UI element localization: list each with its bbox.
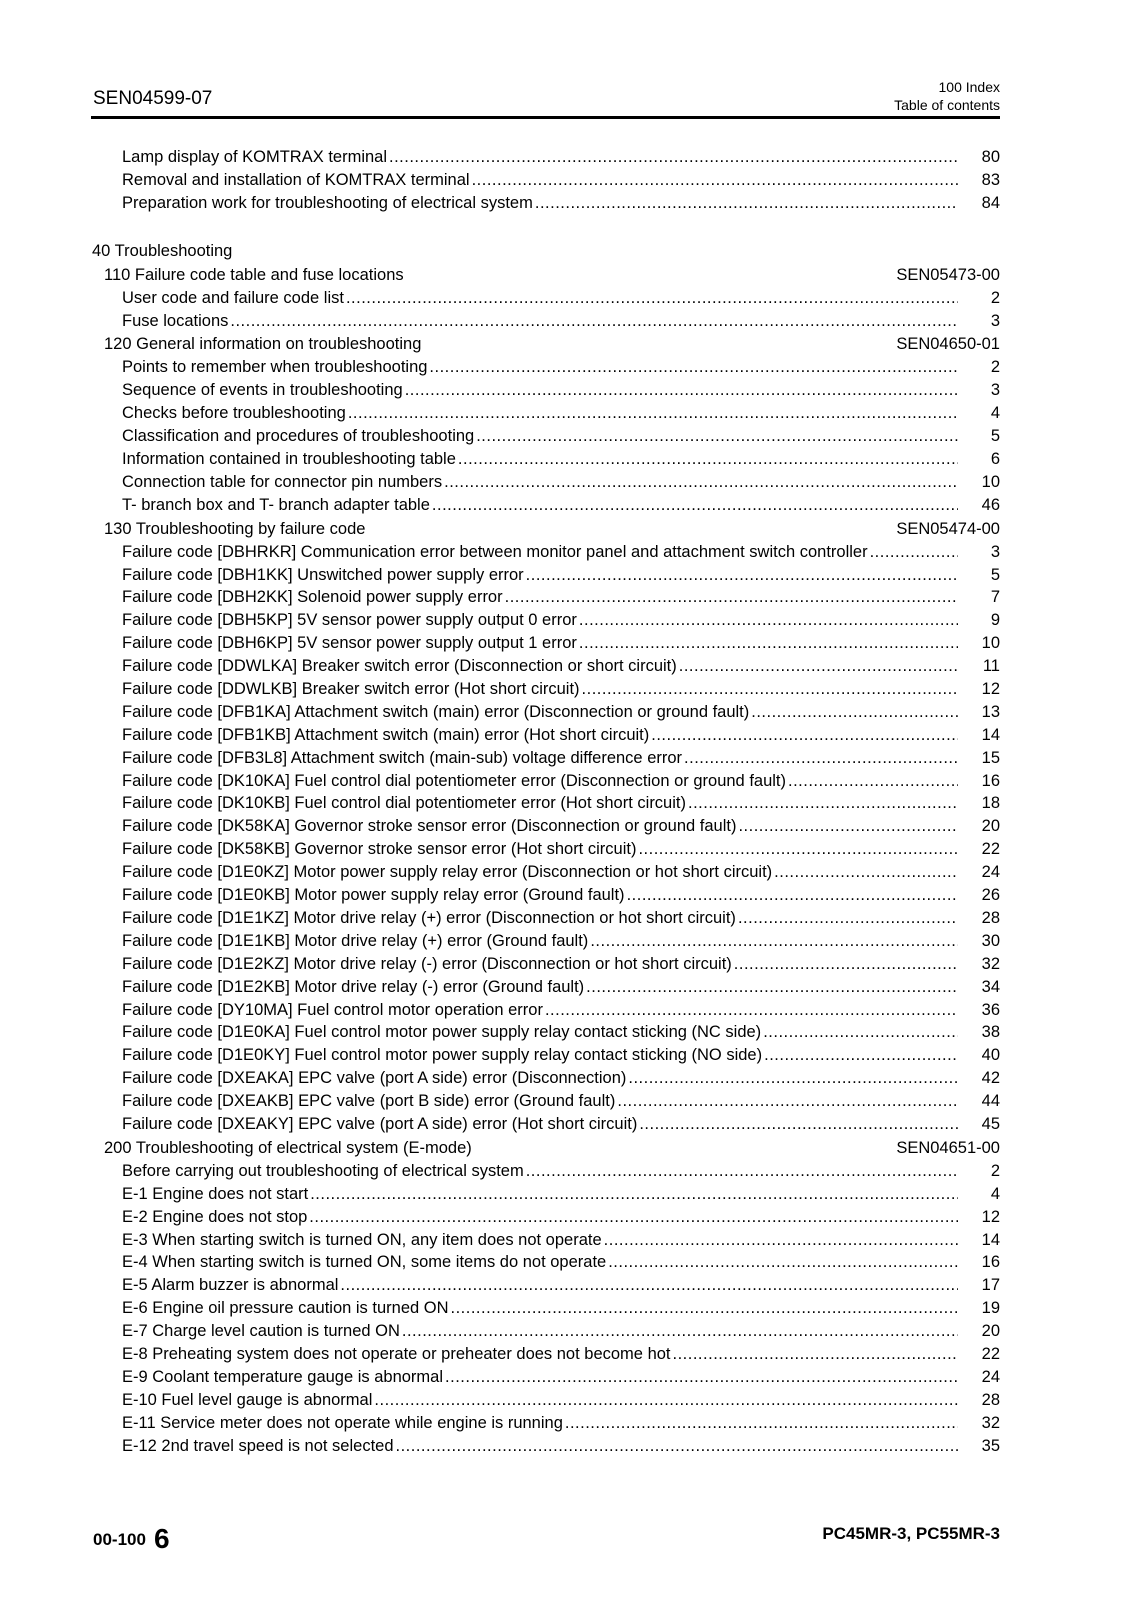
toc-entry-title: Failure code [DFB3L8] Attachment switch (main-sub) voltage difference error	[122, 748, 683, 767]
toc-entry-title: E-10 Fuel level gauge is abnormal	[122, 1390, 373, 1409]
toc-entry-title: Failure code [DXEAKA] EPC valve (port A side) error (Disconnection)	[122, 1069, 627, 1088]
toc-entry-page: 84	[981, 193, 1000, 212]
toc-entry-title: Failure code [DBH5KP] 5V sensor power supply output 0 error	[122, 611, 577, 630]
toc-entry	[92, 448, 1000, 471]
toc-entry-page: 22	[981, 840, 1000, 859]
toc-leader-dots	[230, 310, 958, 333]
toc-entry-page: 3	[990, 381, 1000, 400]
toc-entry-title: Checks before troubleshooting	[122, 404, 346, 423]
toc-entry-page: 2	[990, 288, 1000, 307]
toc-entry	[92, 1320, 1000, 1343]
toc-leader-dots	[734, 953, 958, 976]
toc-entry-page: 38	[981, 1023, 1000, 1042]
toc-entry	[92, 494, 1000, 517]
toc-entry-page: 44	[981, 1092, 1000, 1111]
toc-entry	[92, 999, 1000, 1022]
toc-entry	[92, 678, 1000, 701]
section-doc-code: SEN05474-00	[896, 519, 1000, 538]
toc-entry-page: 26	[981, 886, 1000, 905]
toc-entry-title: Failure code [D1E0KB] Motor power supply relay error (Ground fault)	[122, 886, 625, 905]
toc-leader-dots	[673, 1343, 958, 1366]
toc-entry-title: Sequence of events in troubleshooting	[122, 381, 403, 400]
toc-entry-page: 14	[981, 725, 1000, 744]
toc-entry	[92, 701, 1000, 724]
toc-entry	[92, 1021, 1000, 1044]
toc-leader-dots	[309, 1206, 958, 1229]
toc-entry-title: Failure code [DK10KB] Fuel control dial potentiometer error (Hot short circuit)	[122, 794, 686, 813]
toc-entry-title: Failure code [DBH6KP] 5V sensor power supply output 1 error	[122, 634, 577, 653]
toc-leader-dots	[445, 1366, 958, 1389]
toc-entry-page: 4	[990, 1184, 1000, 1203]
toc-entry-title: E-6 Engine oil pressure caution is turned ON	[122, 1299, 449, 1318]
table-of-contents	[92, 146, 1000, 1457]
toc-leader-dots	[535, 192, 958, 215]
toc-entry	[92, 379, 1000, 402]
toc-entry-title: Failure code [D1E0KA] Fuel control motor power supply relay contact sticking (NC side)	[122, 1023, 762, 1042]
toc-leader-dots	[679, 655, 958, 678]
toc-leader-dots	[651, 724, 958, 747]
toc-entry-page: 10	[981, 472, 1000, 491]
toc-entry	[92, 1229, 1000, 1252]
toc-entry-page: 9	[990, 611, 1000, 630]
toc-entry-page: 5	[990, 427, 1000, 446]
toc-entry	[92, 402, 1000, 425]
toc-entry-page: 6	[990, 450, 1000, 469]
toc-entry-title: Failure code [D1E0KZ] Motor power supply relay error (Disconnection or hot short circuit)	[122, 863, 773, 882]
toc-entry-title: Failure code [D1E0KY] Fuel control motor power supply relay contact sticking (NO side)	[122, 1046, 763, 1065]
toc-section-heading	[92, 263, 1000, 287]
toc-leader-dots	[405, 379, 958, 402]
toc-entry-title: Removal and installation of KOMTRAX terminal	[122, 170, 470, 189]
toc-leader-dots	[444, 471, 958, 494]
toc-entry-title: Failure code [DFB1KB] Attachment switch (main) error (Hot short circuit)	[122, 725, 650, 744]
toc-leader-dots	[340, 1274, 958, 1297]
toc-entry-page: 34	[981, 977, 1000, 996]
toc-entry	[92, 838, 1000, 861]
toc-section-heading	[92, 1136, 1000, 1160]
toc-leader-dots	[751, 701, 958, 724]
toc-leader-dots	[870, 541, 958, 564]
toc-entry-title: Failure code [D1E1KB] Motor drive relay (+) error (Ground fault)	[122, 931, 589, 950]
toc-leader-dots	[788, 770, 958, 793]
chapter-title: 40 Troubleshooting	[92, 241, 233, 260]
toc-leader-dots	[396, 1435, 958, 1458]
section-doc-code: SEN05473-00	[896, 265, 1000, 284]
toc-leader-dots	[738, 907, 958, 930]
toc-entry-title: Lamp display of KOMTRAX terminal	[122, 148, 388, 166]
toc-entry-page: 12	[981, 680, 1000, 699]
toc-entry	[92, 930, 1000, 953]
toc-section-heading	[92, 332, 1000, 356]
toc-entry-page: 14	[981, 1230, 1000, 1249]
toc-leader-dots	[429, 356, 958, 379]
toc-entry-title: Failure code [D1E2KZ] Motor drive relay (-) error (Disconnection or hot short circuit)	[122, 954, 732, 973]
toc-entry-title: E-9 Coolant temperature gauge is abnormal	[122, 1367, 444, 1386]
toc-entry-title: Failure code [DFB1KA] Attachment switch (main) error (Disconnection or ground fault)	[122, 702, 750, 721]
toc-leader-dots	[688, 792, 958, 815]
toc-entry-page: 17	[981, 1276, 1000, 1295]
toc-entry-title: Failure code [D1E1KZ] Motor drive relay (+) error (Disconnection or hot short circuit)	[122, 908, 736, 927]
toc-entry-page: 16	[981, 1253, 1000, 1272]
toc-entry	[92, 1183, 1000, 1206]
toc-leader-dots	[590, 930, 958, 953]
toc-entry	[92, 1366, 1000, 1389]
footer-page-ref	[93, 1520, 170, 1552]
toc-entry-title: E-7 Charge level caution is turned ON	[122, 1322, 400, 1341]
toc-entry	[92, 1113, 1000, 1136]
toc-leader-dots	[472, 169, 958, 192]
toc-entry-page: 11	[982, 657, 1000, 676]
toc-leader-dots	[774, 861, 958, 884]
toc-entry-title: Connection table for connector pin numbers	[122, 472, 443, 491]
toc-leader-dots	[310, 1183, 958, 1206]
toc-entry-title: E-3 When starting switch is turned ON, any item does not operate	[122, 1230, 602, 1249]
toc-leader-dots	[545, 999, 958, 1022]
toc-entry	[92, 564, 1000, 587]
page-code: 00-100	[93, 1530, 146, 1549]
toc-entry-page: 2	[990, 358, 1000, 377]
toc-entry	[92, 655, 1000, 678]
toc-entry	[92, 1251, 1000, 1274]
toc-entry	[92, 770, 1000, 793]
toc-entry-title: E-11 Service meter does not operate while engine is running	[122, 1413, 563, 1432]
toc-entry-page: 4	[990, 404, 1000, 423]
toc-entry	[92, 425, 1000, 448]
toc-entry	[92, 1090, 1000, 1113]
toc-entry	[92, 1044, 1000, 1067]
toc-leader-dots	[586, 976, 958, 999]
toc-entry	[92, 310, 1000, 333]
toc-leader-dots	[638, 838, 958, 861]
toc-entry-page: 5	[990, 565, 1000, 584]
toc-entry-page: 28	[981, 1390, 1000, 1409]
toc-leader-dots	[458, 448, 958, 471]
toc-entry-page: 42	[981, 1069, 1000, 1088]
toc-entry-page: 20	[981, 817, 1000, 836]
toc-leader-dots	[432, 494, 958, 517]
model-name: PC45MR-3, PC55MR-3	[822, 1524, 1000, 1543]
toc-entry-page: 2	[990, 1161, 1000, 1180]
toc-entry	[92, 724, 1000, 747]
toc-leader-dots	[348, 402, 958, 425]
toc-entry-page: 24	[981, 1367, 1000, 1386]
toc-leader-dots	[526, 1160, 958, 1183]
toc-leader-dots	[346, 287, 958, 310]
toc-entry-title: Failure code [DK10KA] Fuel control dial potentiometer error (Disconnection or ground fault)	[122, 771, 786, 790]
toc-entry-page: 15	[981, 748, 1000, 767]
toc-leader-dots	[389, 146, 958, 169]
section-title: 120 General information on troubleshooting	[104, 335, 422, 354]
toc-entry-page: 18	[981, 794, 1000, 813]
section-doc-code: SEN04650-01	[896, 335, 1000, 354]
toc-entry	[92, 1412, 1000, 1435]
section-title: 200 Troubleshooting of electrical system (E-mode)	[104, 1138, 472, 1157]
toc-entry-title: Failure code [DY10MA] Fuel control motor operation error	[122, 1000, 543, 1019]
toc-entry-title: Failure code [DBH1KK] Unswitched power supply error	[122, 565, 524, 584]
toc-chapter-heading	[92, 239, 1000, 263]
toc-entry-title: Failure code [DXEAKY] EPC valve (port A side) error (Hot short circuit)	[122, 1114, 638, 1133]
toc-entry	[92, 1389, 1000, 1412]
toc-leader-dots	[402, 1320, 958, 1343]
toc-entry-page: 16	[981, 771, 1000, 790]
toc-leader-dots	[763, 1021, 958, 1044]
toc-entry	[92, 287, 1000, 310]
section-doc-code: SEN04651-00	[896, 1138, 1000, 1157]
header-divider	[91, 116, 1000, 119]
toc-entry-page: 20	[981, 1322, 1000, 1341]
toc-entry	[92, 192, 1000, 215]
toc-entry	[92, 1067, 1000, 1090]
toc-entry-title: Failure code [DDWLKA] Breaker switch error (Disconnection or short circuit)	[122, 657, 677, 676]
toc-entry-title: Before carrying out troubleshooting of electrical system	[122, 1161, 524, 1180]
header-subtitle: Table of contents	[894, 97, 1000, 113]
toc-entry-title: E-1 Engine does not start	[122, 1184, 309, 1203]
toc-leader-dots	[628, 1067, 958, 1090]
toc-entry	[92, 747, 1000, 770]
toc-leader-dots	[374, 1389, 958, 1412]
toc-leader-dots	[764, 1044, 958, 1067]
toc-entry-title: Preparation work for troubleshooting of electrical system	[122, 193, 533, 212]
toc-entry-title: Classification and procedures of troubleshooting	[122, 427, 475, 446]
toc-leader-dots	[738, 815, 958, 838]
toc-section-heading	[92, 517, 1000, 541]
toc-entry	[92, 815, 1000, 838]
toc-entry	[92, 1160, 1000, 1183]
toc-entry	[92, 609, 1000, 632]
toc-entry	[92, 169, 1000, 192]
toc-leader-dots	[684, 747, 958, 770]
toc-entry	[92, 586, 1000, 609]
toc-leader-dots	[526, 564, 958, 587]
toc-leader-dots	[639, 1113, 958, 1136]
document-code: SEN04599-07	[93, 88, 213, 109]
toc-entry	[92, 356, 1000, 379]
toc-entry-title: E-4 When starting switch is turned ON, some items do not operate	[122, 1253, 607, 1272]
toc-entry-page: 12	[981, 1207, 1000, 1226]
toc-entry-page: 32	[981, 954, 1000, 973]
toc-entry-page: 22	[981, 1344, 1000, 1363]
toc-entry-title: Failure code [DK58KA] Governor stroke sensor error (Disconnection or ground fault)	[122, 817, 737, 836]
toc-entry-page: 83	[981, 170, 1000, 189]
toc-entry-page: 19	[981, 1299, 1000, 1318]
toc-entry	[92, 632, 1000, 655]
toc-entry-page: 45	[981, 1114, 1000, 1133]
toc-entry-page: 3	[990, 311, 1000, 330]
toc-leader-dots	[505, 586, 958, 609]
toc-entry-title: E-8 Preheating system does not operate or preheater does not become hot	[122, 1344, 671, 1363]
toc-entry-page: 40	[981, 1046, 1000, 1065]
toc-leader-dots	[627, 884, 958, 907]
toc-leader-dots	[451, 1297, 958, 1320]
toc-entry-title: Fuse locations	[122, 311, 229, 330]
toc-leader-dots	[617, 1090, 958, 1113]
toc-entry-title: E-12 2nd travel speed is not selected	[122, 1436, 394, 1455]
toc-entry	[92, 146, 1000, 169]
toc-leader-dots	[476, 425, 958, 448]
toc-entry-title: E-2 Engine does not stop	[122, 1207, 308, 1226]
toc-leader-dots	[604, 1229, 958, 1252]
toc-entry-title: Failure code [DDWLKB] Breaker switch error (Hot short circuit)	[122, 680, 580, 699]
toc-entry-page: 35	[981, 1436, 1000, 1455]
toc-entry-page: 7	[990, 588, 1000, 607]
toc-entry-title: Information contained in troubleshooting table	[122, 450, 456, 469]
toc-entry-title: Failure code [D1E2KB] Motor drive relay (-) error (Ground fault)	[122, 977, 585, 996]
toc-entry	[92, 1435, 1000, 1458]
toc-leader-dots	[582, 678, 958, 701]
toc-entry-title: User code and failure code list	[122, 288, 344, 307]
toc-entry-page: 32	[981, 1413, 1000, 1432]
toc-entry-page: 30	[981, 931, 1000, 950]
toc-entry-title: T- branch box and T- branch adapter table	[122, 495, 430, 514]
toc-leader-dots	[608, 1251, 958, 1274]
toc-entry-page: 13	[981, 702, 1000, 721]
toc-leader-dots	[565, 1412, 958, 1435]
page-number: 6	[153, 1523, 170, 1554]
toc-entry-page: 3	[990, 542, 1000, 561]
header-right-block	[894, 78, 1000, 114]
toc-entry-title: Failure code [DBHRKR] Communication error between monitor panel and attachment switch controller	[122, 542, 868, 561]
toc-entry	[92, 907, 1000, 930]
section-title: 130 Troubleshooting by failure code	[104, 519, 366, 538]
toc-entry-page: 10	[981, 634, 1000, 653]
toc-entry	[92, 884, 1000, 907]
toc-entry	[92, 541, 1000, 564]
toc-entry-page: 36	[981, 1000, 1000, 1019]
toc-entry-title: E-5 Alarm buzzer is abnormal	[122, 1276, 339, 1295]
toc-entry	[92, 976, 1000, 999]
toc-leader-dots	[579, 632, 958, 655]
toc-entry	[92, 792, 1000, 815]
toc-entry-page: 24	[981, 863, 1000, 882]
toc-entry-page: 28	[981, 908, 1000, 927]
toc-entry-title: Points to remember when troubleshooting	[122, 358, 428, 377]
toc-entry	[92, 953, 1000, 976]
toc-entry	[92, 1274, 1000, 1297]
toc-entry	[92, 861, 1000, 884]
index-label: 100 Index	[938, 79, 1000, 95]
toc-entry	[92, 1206, 1000, 1229]
toc-entry-page: 80	[981, 148, 1000, 166]
toc-entry-title: Failure code [DBH2KK] Solenoid power supply error	[122, 588, 503, 607]
section-title: 110 Failure code table and fuse locations	[104, 265, 404, 284]
toc-entry-title: Failure code [DXEAKB] EPC valve (port B side) error (Ground fault)	[122, 1092, 616, 1111]
toc-entry	[92, 1297, 1000, 1320]
toc-entry	[92, 471, 1000, 494]
toc-entry-title: Failure code [DK58KB] Governor stroke sensor error (Hot short circuit)	[122, 840, 637, 859]
toc-entry	[92, 1343, 1000, 1366]
toc-entry-page: 46	[981, 495, 1000, 514]
toc-leader-dots	[579, 609, 958, 632]
